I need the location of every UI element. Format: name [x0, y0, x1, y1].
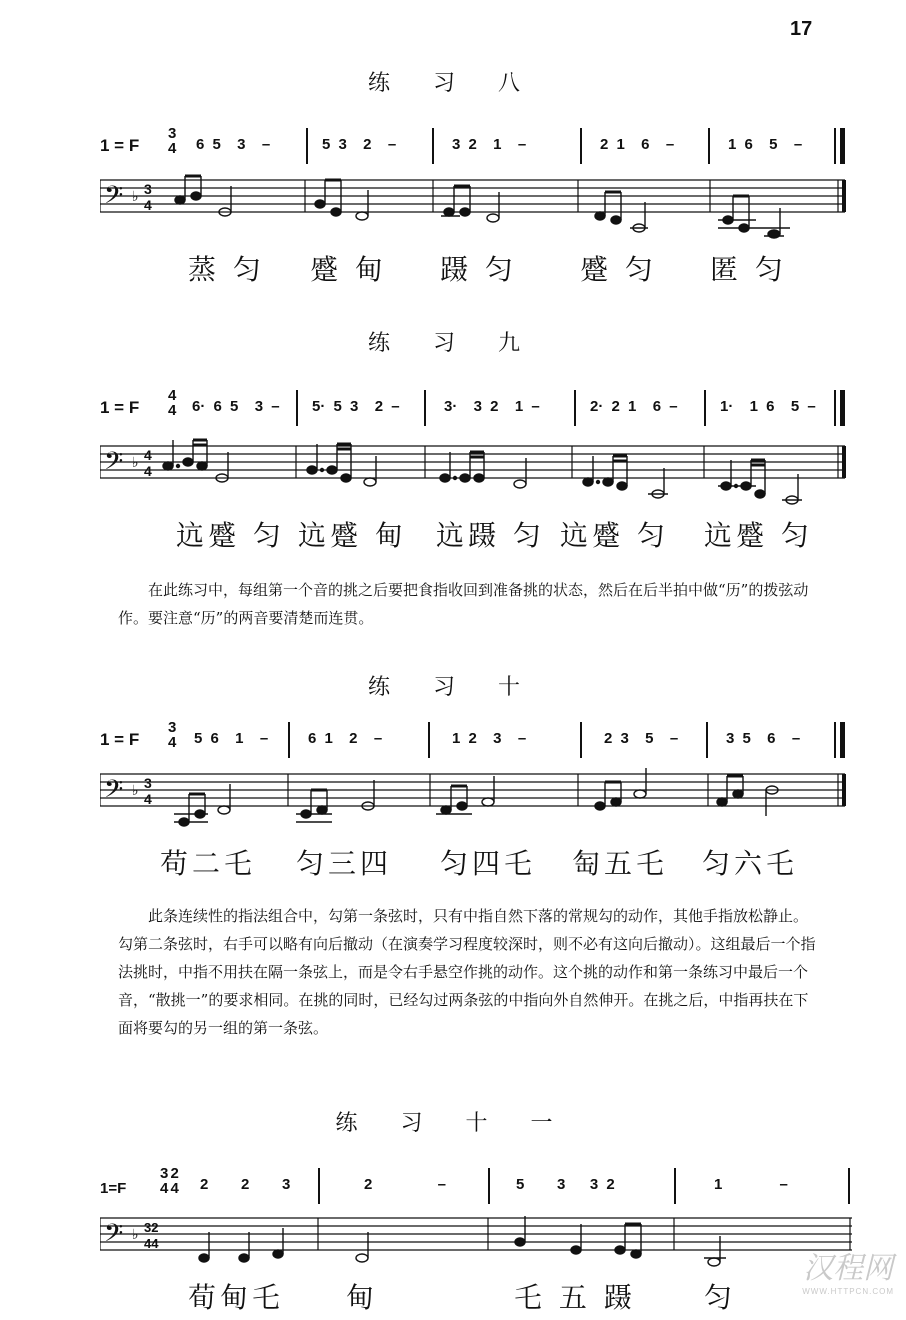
measure: 1 2 3 –	[452, 730, 527, 747]
tablature-char: 迒蹙 匀	[560, 519, 669, 552]
barline	[306, 128, 308, 164]
svg-text:4: 4	[144, 197, 152, 213]
final-barline-thick	[840, 722, 845, 758]
tablature-char: 迒蹙 甸	[298, 519, 407, 552]
exercise-9-jianpu-row	[100, 388, 860, 434]
measure: 1· 1 6 5 –	[720, 398, 816, 415]
barline	[706, 722, 708, 758]
measure: 3 2 1 –	[452, 136, 527, 153]
barline	[428, 722, 430, 758]
exercise-11-title: 练 习 十 一	[335, 1111, 571, 1136]
final-barline-thin	[834, 390, 836, 426]
tablature-char: 蒸 匀	[188, 253, 265, 286]
barline	[674, 1168, 676, 1204]
barline	[424, 390, 426, 426]
measure: 6 5 3 –	[196, 136, 271, 153]
exercise-8-staff	[100, 170, 852, 240]
tablature-char: 匀六乇	[702, 847, 799, 880]
barline	[488, 1168, 490, 1204]
measure: 5 6 1 –	[194, 730, 269, 747]
final-barline-thick	[840, 128, 845, 164]
site-watermark	[802, 1243, 894, 1296]
tablature-char: 乇 五 蹑	[514, 1281, 636, 1314]
exercise-8-jianpu-row	[100, 126, 860, 172]
svg-text:44: 44	[144, 1236, 159, 1251]
measure: 3· 3 2 1 –	[444, 398, 540, 415]
time-signature: 4 4	[168, 387, 177, 419]
measure: 2 3 5 –	[604, 730, 679, 747]
measure: 5· 5 3 2 –	[312, 398, 400, 415]
measure: 6· 6 5 3 –	[192, 398, 280, 415]
final-barline-thin	[834, 128, 836, 164]
svg-text:♭: ♭	[132, 783, 139, 799]
tablature-char: 蹑 匀	[440, 253, 517, 286]
svg-text:𝄢: 𝄢	[104, 775, 124, 810]
tablature-char: 蹙 甸	[310, 253, 387, 286]
time-signature: 3 4	[168, 719, 177, 751]
key-signature: 1 = F	[100, 136, 140, 155]
tablature-char: 迒蹙 匀	[704, 519, 813, 552]
exercise-10-staff	[100, 764, 852, 834]
measure: 1 –	[714, 1176, 788, 1193]
tablature-char: 匀	[704, 1281, 737, 1314]
tablature-char: 匋五乇	[572, 847, 669, 880]
svg-text:𝄢: 𝄢	[104, 1219, 124, 1254]
final-barline-thin	[834, 722, 836, 758]
measure: 1 6 5 –	[728, 136, 803, 153]
measure: 2 2 3	[200, 1176, 291, 1193]
exercise-9-staff	[100, 436, 852, 506]
exercise-9-title: 练 习 九	[368, 331, 538, 356]
measure: 5 3 2 –	[322, 136, 397, 153]
key-signature: 1 = F	[100, 398, 140, 417]
barline	[580, 128, 582, 164]
key-signature: 1=F	[100, 1180, 127, 1197]
exercise-8-title: 练 习 八	[368, 71, 538, 96]
barline	[848, 1168, 850, 1204]
tablature-char: 苟二乇	[160, 847, 257, 880]
key-signature: 1 = F	[100, 730, 140, 749]
svg-text:3: 3	[144, 775, 152, 791]
time-signature: 3 4	[168, 125, 177, 157]
tablature-char: 蹙 匀	[580, 253, 657, 286]
time-signature: 3 2 4 4	[160, 1165, 179, 1197]
barline	[432, 128, 434, 164]
page-number: 17	[790, 18, 813, 40]
barline	[704, 390, 706, 426]
svg-text:4: 4	[144, 791, 152, 807]
svg-text:♭: ♭	[132, 1227, 139, 1243]
tablature-char: 荀甸乇	[188, 1281, 285, 1314]
barline	[296, 390, 298, 426]
svg-text:32: 32	[144, 1220, 159, 1235]
tablature-char: 匀三四	[296, 847, 393, 880]
svg-text:3: 3	[144, 181, 152, 197]
measure: 5 3 3 2	[516, 1176, 615, 1193]
exercise-11-staff	[100, 1208, 852, 1278]
svg-text:𝄢: 𝄢	[104, 447, 124, 482]
measure: 6 1 2 –	[308, 730, 383, 747]
measure: 2 –	[364, 1176, 447, 1193]
tablature-char: 迒蹙 匀	[176, 519, 285, 552]
tablature-char: 匿 匀	[710, 253, 787, 286]
final-barline-thick	[840, 390, 845, 426]
measure: 2· 2 1 6 –	[590, 398, 678, 415]
measure: 2 1 6 –	[600, 136, 675, 153]
tablature-char: 甸	[346, 1281, 379, 1314]
barline	[318, 1168, 320, 1204]
barline	[580, 722, 582, 758]
tablature-char: 匀四乇	[440, 847, 537, 880]
barline	[708, 128, 710, 164]
exercise-10-jianpu-row	[100, 720, 860, 766]
exercise-11-jianpu-row	[100, 1166, 860, 1212]
exercise-10-title: 练 习 十	[368, 675, 538, 700]
svg-text:4: 4	[144, 463, 152, 479]
barline	[574, 390, 576, 426]
svg-text:𝄢: 𝄢	[104, 181, 124, 216]
svg-text:4: 4	[144, 447, 152, 463]
exercise-10-description: 此条连续性的指法组合中，勾第一条弦时，只有中指自然下落的常规勾的动作，其他手指放松静止。勾第二条弦时，右手可以略有向后撤动（在演奏学习程度较深时，则不必有这向后撤动）。这组最后一个指法挑时，中指不用扶在隔一条弦上，而是令右手悬空作挑的动作。这个挑的动作和第一条练习中最后一个音，“散挑一”的要求相同。在挑的同时，已经勾过两条弦的中指向外自然伸开。在挑之后，中指再扶在下面将要勾的另一组的第一条弦。	[118, 907, 816, 1037]
svg-text:♭: ♭	[132, 455, 139, 471]
watermark-url: WWW.HTTPCN.COM	[802, 1287, 894, 1296]
barline	[288, 722, 290, 758]
exercise-9-description: 在此练习中，每组第一个音的挑之后要把食指收回到准备挑的状态，然后在后半拍中做“历”的拨弦动作。要注意“历”的两音要清楚而连贯。	[118, 581, 809, 627]
measure: 3 5 6 –	[726, 730, 801, 747]
watermark-logo-text: 汉程网	[803, 1252, 894, 1285]
svg-text:♭: ♭	[132, 189, 139, 205]
tablature-char: 迒蹑 匀	[436, 519, 545, 552]
